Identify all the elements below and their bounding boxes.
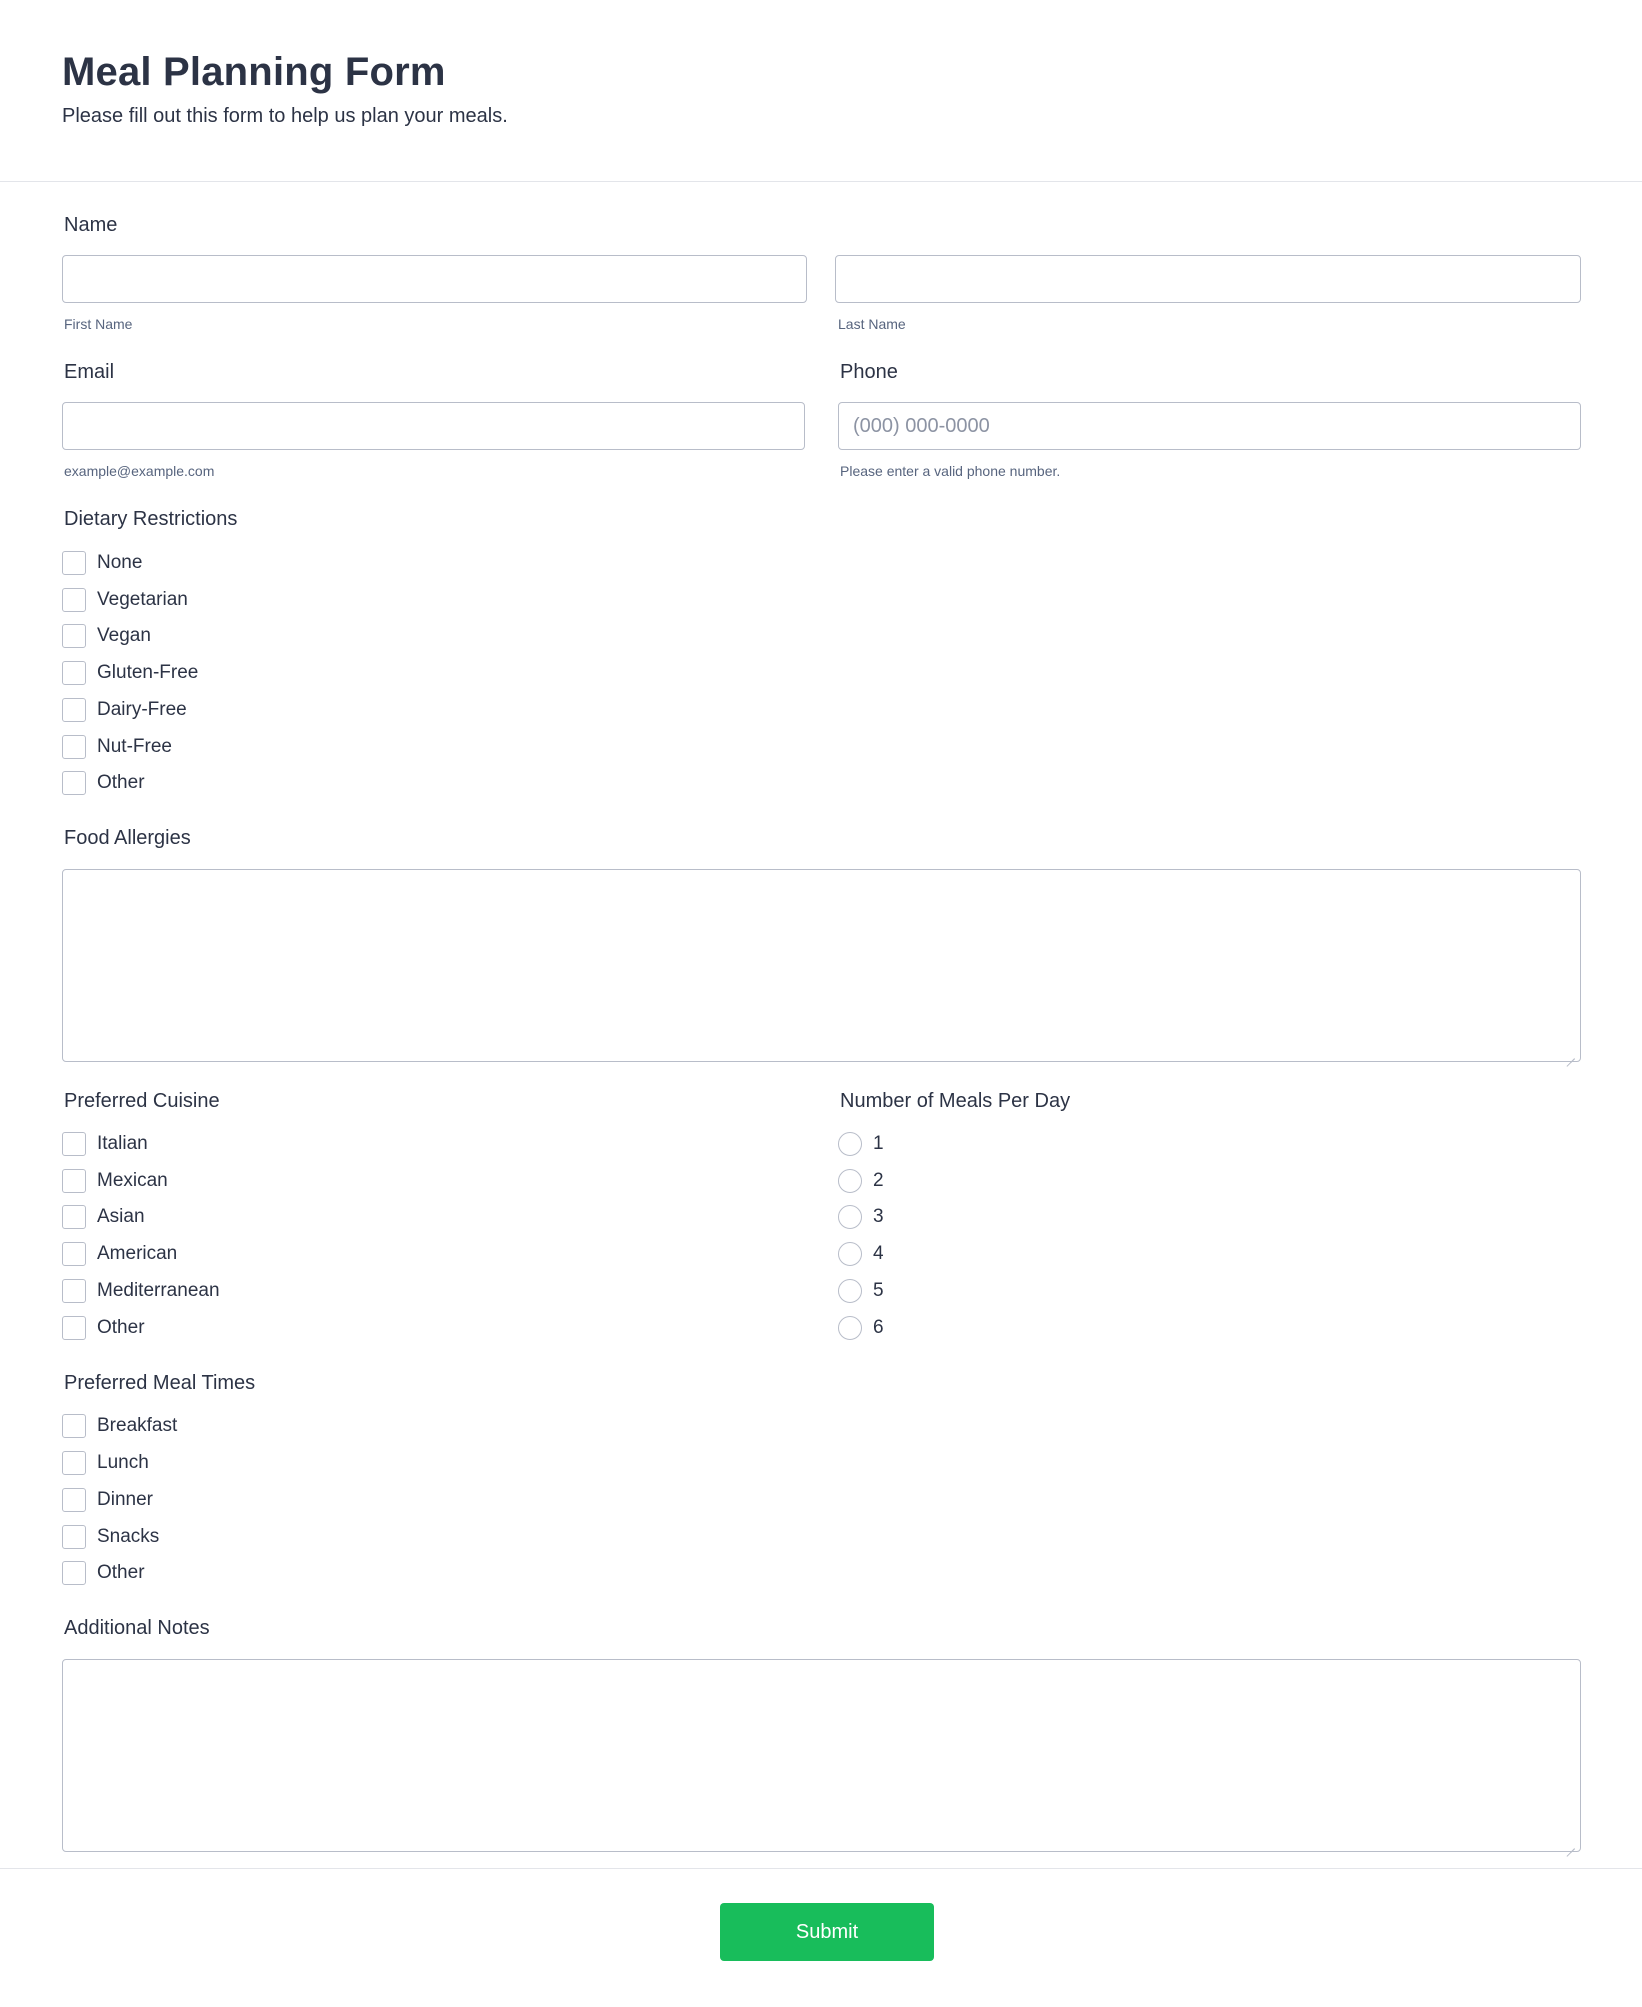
cuisine-option-mediterranean[interactable] [62, 1278, 220, 1304]
first-name-sublabel: First Name [64, 316, 133, 332]
preferred-cuisine-label: Preferred Cuisine [64, 1090, 220, 1112]
meals-option-6[interactable] [838, 1315, 884, 1341]
cuisine-option-other[interactable] [62, 1315, 145, 1341]
checkbox[interactable] [62, 551, 86, 575]
dietary-option-vegetarian[interactable] [62, 587, 188, 613]
checkbox[interactable] [62, 1132, 86, 1156]
option-label: Other [97, 772, 145, 793]
checkbox[interactable] [62, 1561, 86, 1585]
phone-input[interactable] [838, 402, 1581, 450]
last-name-input[interactable] [835, 255, 1581, 303]
form-header [0, 0, 1642, 182]
dietary-option-vegan[interactable] [62, 623, 151, 649]
option-label: Dinner [97, 1489, 153, 1510]
checkbox[interactable] [62, 735, 86, 759]
email-input[interactable] [62, 402, 805, 450]
meal-time-option-lunch[interactable] [62, 1450, 149, 1476]
additional-notes-label: Additional Notes [64, 1617, 210, 1639]
option-label: 4 [873, 1243, 884, 1264]
name-label: Name [64, 214, 118, 236]
option-label: Other [97, 1317, 145, 1338]
option-label: Vegan [97, 625, 151, 646]
dietary-option-other[interactable] [62, 770, 145, 796]
meals-option-5[interactable] [838, 1278, 884, 1304]
food-allergies-textarea[interactable] [62, 869, 1581, 1062]
submit-button[interactable]: Submit [720, 1903, 934, 1961]
food-allergies-label: Food Allergies [64, 827, 191, 849]
option-label: Breakfast [97, 1415, 178, 1436]
option-label: Lunch [97, 1452, 149, 1473]
meals-per-day-label: Number of Meals Per Day [840, 1090, 1071, 1112]
form-title: Meal Planning Form [62, 50, 446, 94]
option-label: 5 [873, 1280, 884, 1301]
email-label: Email [64, 361, 115, 383]
option-label: Nut-Free [97, 736, 172, 757]
form-subtitle: Please fill out this form to help us plan your meals. [62, 105, 508, 127]
phone-label: Phone [840, 361, 898, 383]
checkbox[interactable] [62, 698, 86, 722]
meal-time-option-other[interactable] [62, 1560, 145, 1586]
meals-option-2[interactable] [838, 1168, 884, 1194]
checkbox[interactable] [62, 1242, 86, 1266]
radio-button[interactable] [838, 1279, 862, 1303]
option-label: Dairy-Free [97, 699, 187, 720]
option-label: Italian [97, 1133, 148, 1154]
option-label: 2 [873, 1170, 884, 1191]
radio-button[interactable] [838, 1169, 862, 1193]
checkbox[interactable] [62, 1169, 86, 1193]
meals-option-4[interactable] [838, 1241, 884, 1267]
option-label: American [97, 1243, 178, 1264]
dietary-option-gluten-free[interactable] [62, 660, 198, 686]
option-label: None [97, 552, 143, 573]
dietary-option-none[interactable] [62, 550, 142, 576]
email-sublabel: example@example.com [64, 463, 215, 479]
option-label: Gluten-Free [97, 662, 199, 683]
cuisine-option-asian[interactable] [62, 1204, 145, 1230]
first-name-input[interactable] [62, 255, 807, 303]
option-label: Snacks [97, 1526, 160, 1547]
checkbox[interactable] [62, 661, 86, 685]
radio-button[interactable] [838, 1316, 862, 1340]
meals-option-1[interactable] [838, 1131, 884, 1157]
meal-time-option-breakfast[interactable] [62, 1413, 177, 1439]
cuisine-option-american[interactable] [62, 1241, 177, 1267]
last-name-sublabel: Last Name [838, 316, 906, 332]
checkbox[interactable] [62, 1488, 86, 1512]
dietary-restrictions-label: Dietary Restrictions [64, 508, 238, 530]
checkbox[interactable] [62, 1316, 86, 1340]
checkbox[interactable] [62, 588, 86, 612]
checkbox[interactable] [62, 1414, 86, 1438]
option-label: 6 [873, 1317, 884, 1338]
dietary-option-dairy-free[interactable] [62, 697, 187, 723]
preferred-meal-times-label: Preferred Meal Times [64, 1372, 256, 1394]
checkbox[interactable] [62, 1205, 86, 1229]
option-label: 3 [873, 1206, 884, 1227]
checkbox[interactable] [62, 1451, 86, 1475]
option-label: Mediterranean [97, 1280, 220, 1301]
phone-sublabel: Please enter a valid phone number. [840, 463, 1061, 479]
option-label: Vegetarian [97, 589, 188, 610]
checkbox[interactable] [62, 1525, 86, 1549]
dietary-option-nut-free[interactable] [62, 734, 172, 760]
option-label: Other [97, 1562, 145, 1583]
meals-option-3[interactable] [838, 1204, 884, 1230]
radio-button[interactable] [838, 1205, 862, 1229]
cuisine-option-italian[interactable] [62, 1131, 148, 1157]
option-label: Asian [97, 1206, 145, 1227]
cuisine-option-mexican[interactable] [62, 1168, 168, 1194]
checkbox[interactable] [62, 1279, 86, 1303]
meal-time-option-snacks[interactable] [62, 1524, 159, 1550]
option-label: Mexican [97, 1170, 168, 1191]
additional-notes-textarea[interactable] [62, 1659, 1581, 1852]
radio-button[interactable] [838, 1242, 862, 1266]
footer-divider [0, 1868, 1642, 1869]
checkbox[interactable] [62, 624, 86, 648]
radio-button[interactable] [838, 1132, 862, 1156]
option-label: 1 [873, 1133, 884, 1154]
checkbox[interactable] [62, 771, 86, 795]
meal-time-option-dinner[interactable] [62, 1487, 153, 1513]
